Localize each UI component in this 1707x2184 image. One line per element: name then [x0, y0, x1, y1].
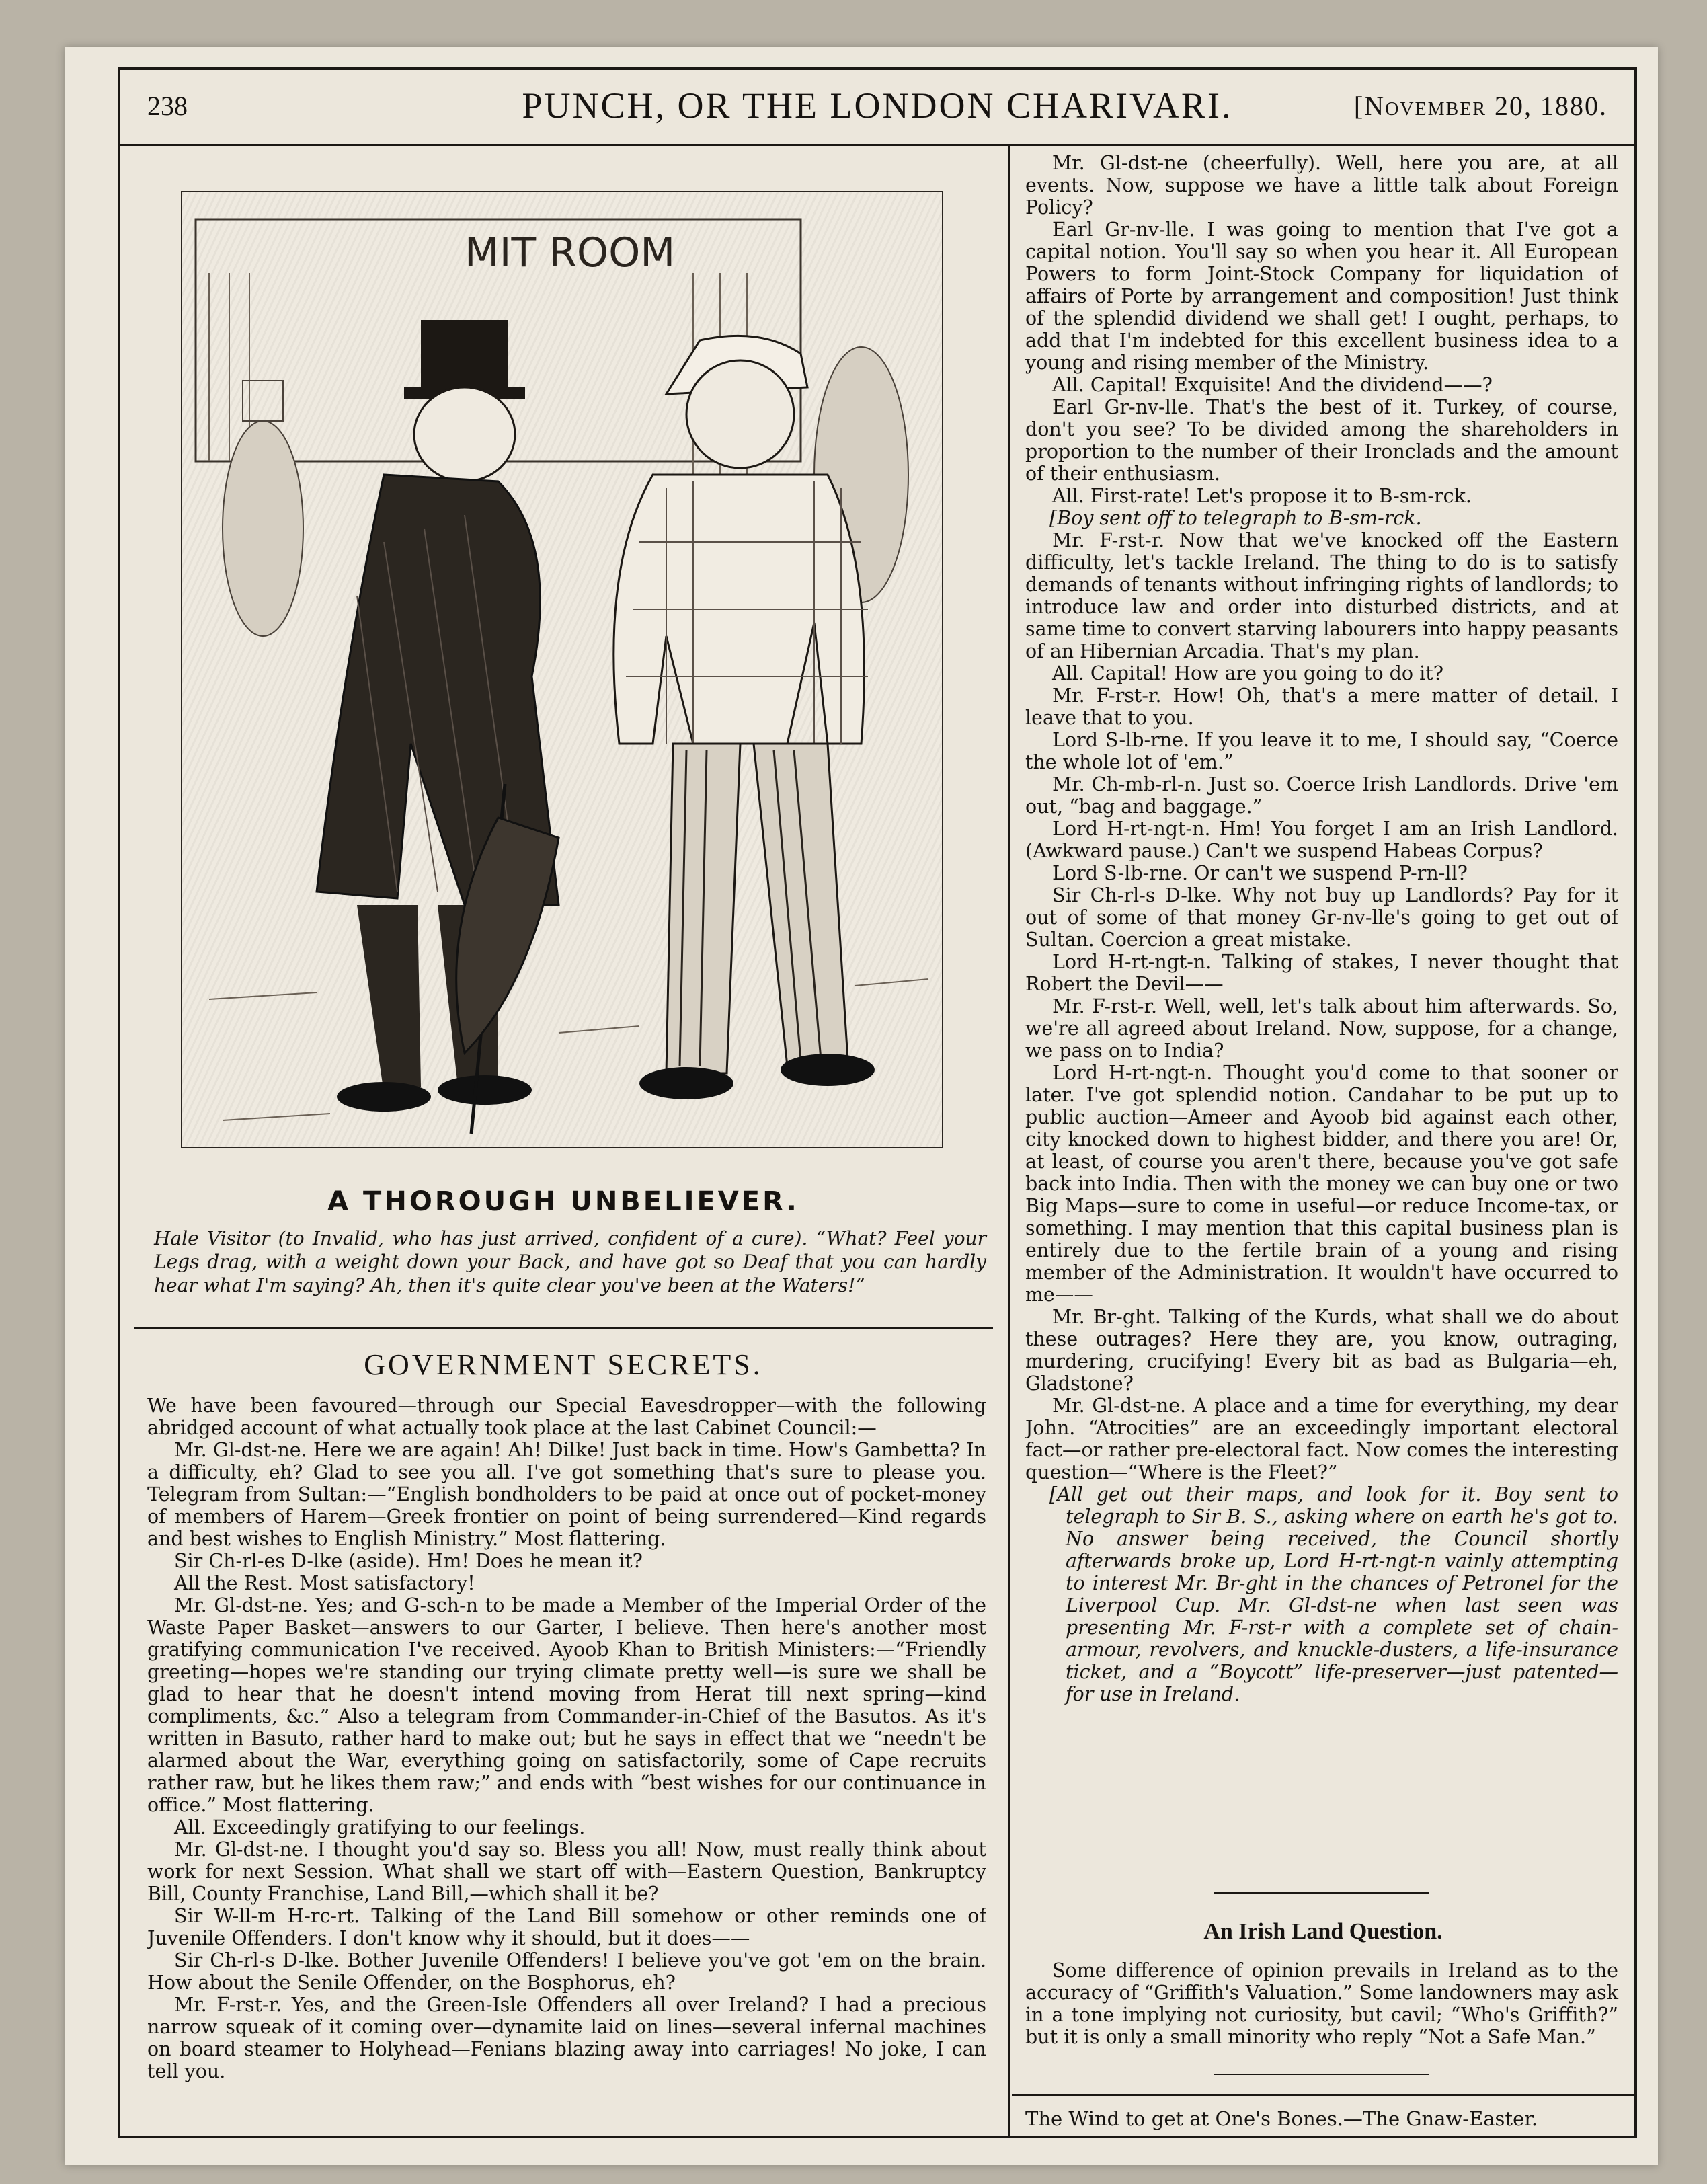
room-sign: MIT ROOM — [465, 229, 676, 276]
dialogue-paragraph: Mr. Ch-mb-rl-n. Just so. Coerce Irish Landlords. Drive 'em out, “bag and baggage.” — [1025, 773, 1618, 818]
dialogue-paragraph: All. First-rate! Let's propose it to B-sm-rck. — [1052, 485, 1472, 507]
dialogue-paragraph: All. Capital! How are you going to do it? — [1052, 662, 1443, 685]
invalid-figure — [317, 320, 559, 1112]
article-continuation — [1025, 152, 1618, 1846]
dialogue-paragraph: Mr. Br-ght. Talking of the Kurds, what shall we do about these outrages? Here they are, you know, outraging, murdering, crucifying! Every bit as bad as Bulgaria—eh, Gladstone? — [1025, 1306, 1618, 1395]
article-paragraph: All. Exceedingly gratifying to our feelings. — [174, 1816, 586, 1838]
article-body — [147, 1395, 986, 2128]
short-rule — [1214, 2074, 1429, 2075]
cartoon-title: A THOROUGH UNBELIEVER. — [327, 1186, 799, 1217]
cartoon-caption: Hale Visitor (to Invalid, who has just arrived, confident of a cure). “What? Feel your Legs drag, with a weight down your Back, and have got so Deaf that you can hardly hear what I'm saying? Ah, then it's quite clear you've been at the Waters!” — [154, 1227, 986, 1296]
irish-title: An Irish Land Question. — [1203, 1919, 1443, 1944]
dialogue-paragraph: Mr. F-rst-r. Now that we've knocked off the Eastern difficulty, let's tackle Ireland. The thing to do is to satisfy demands of tenants without infringing rights of landlords; to introduce law and order into disturbed districts, and at same time to convert starving labourers into happy peasants of an Hibernian Arcadia. That's my plan. — [1025, 529, 1618, 662]
footer-joke: The Wind to get at One's Bones.—The Gnaw-Easter. — [1025, 2107, 1538, 2130]
dialogue-paragraph: Lord H-rt-ngt-n. Talking of stakes, I never thought that Robert the Devil—— — [1025, 951, 1618, 995]
irish-paragraph: Some difference of opinion prevails in Ireland as to the accuracy of “Griffith's Valuation.” Some landowners may ask in a tone implying not curiosity, but cavil; “Who's Griffith?” but it is only a small minority who reply “Not a Safe Man.” — [1025, 1959, 1618, 2048]
article-paragraph: Mr. Gl-dst-ne. I thought you'd say so. Bless you all! Now, must really think about work for next Session. What shall we start off with—Eastern Question, Bankruptcy Bill, County Franchise, Land Bill,—which shall it be? — [147, 1838, 986, 1905]
dialogue-paragraph: Lord H-rt-ngt-n. Hm! You forget I am an Irish Landlord. (Awkward pause.) Can't we suspend Habeas Corpus? — [1025, 818, 1618, 862]
publication-title: PUNCH, OR THE LONDON CHARIVARI. — [522, 85, 1233, 126]
page-number: 238 — [147, 91, 188, 121]
article-paragraph: We have been favoured—through our Special Eavesdropper—with the following abridged account of what actually took place at the last Cabinet Council:— — [147, 1395, 986, 1439]
irish-text — [1025, 1959, 1618, 2048]
issue-date: [November 20, 1880. — [1353, 91, 1607, 121]
stage-direction: [All get out their maps, and look for it. Boy sent to telegraph to Sir B. S., asking where on earth he's got to. No answer being received, the Council shortly afterwards broke up, Lord H-rt-ngt-n vainly attempting to interest Mr. Br-ght in the chances of Petronel for the Liverpool Cup. Mr. Gl-dst-ne when last seen was presenting Mr. F-rst-r with a complete set of chain-armour, revolvers, and knuckle-dusters, a life-insurance ticket, and a “Boycott” life-preserver—just patented—for use in Ireland. — [1049, 1483, 1618, 1705]
article-paragraph: Mr. Gl-dst-ne. Here we are again! Ah! Dilke! Just back in time. How's Gambetta? In a difficulty, eh? Glad to see you all. I've got something that's sure to please you. Telegram from Sultan:—“English bondholders to be paid at once out of pocket-money of members of Harem—Greek frontier on point of being surrendered—Kind regards and best wishes to English Ministry.” Most flattering. — [147, 1439, 986, 1550]
dialogue-paragraph: Lord S-lb-rne. If you leave it to me, I should say, “Coerce the whole lot of 'em.” — [1025, 729, 1618, 773]
article-paragraph: Mr. F-rst-r. Yes, and the Green-Isle Offenders all over Ireland? I had a precious narrow squeak of it coming over—dynamite laid on lines—several infernal machines on board steamer to Holyhead—Fenians blazing away into carriages! No joke, I can tell you. — [147, 1994, 986, 2082]
section-rule — [134, 1327, 993, 1329]
article-paragraph: Sir W-ll-m H-rc-rt. Talking of the Land Bill somehow or other reminds one of Juvenile Offenders. I don't know why it should, but it does—— — [147, 1905, 986, 1949]
article-paragraph: Sir Ch-rl-s D-lke. Bother Juvenile Offenders! I believe you've got 'em on the brain. How about the Senile Offender, on the Bosphorus, eh? — [147, 1949, 986, 1994]
right-column — [1012, 144, 1634, 2138]
dialogue-paragraph: Mr. Gl-dst-ne. A place and a time for everything, my dear John. “Atrocities” are an exceedingly important electoral fact—or rather pre-electoral fact. Now comes the interesting question—“Where is the Fleet?” — [1025, 1395, 1618, 1483]
dialogue-paragraph: Mr. F-rst-r. Well, well, let's talk about him afterwards. So, we're all agreed about Ireland. Now, suppose, for a change, we pass on to India? — [1025, 995, 1618, 1062]
dialogue-paragraph: Earl Gr-nv-lle. I was going to mention that I've got a capital notion. You'll say so when you hear it. All European Powers to form Joint-Stock Company for liquidation of affairs of Porte by arrangement and composition! Just think of the splendid dividend we shall get! I ought, perhaps, to add that I'm indebted for this excellent business idea to a young and rising member of the Ministry. — [1025, 219, 1618, 374]
column-divider — [1008, 144, 1010, 2138]
dialogue-paragraph: Sir Ch-rl-s D-lke. Why not buy up Landlords? Pay for it out of some of that money Gr-nv-lle's going to get out of Sultan. Coercion a great mistake. — [1025, 884, 1618, 951]
left-column — [120, 144, 1006, 2138]
cartoon-illustration — [181, 191, 943, 1148]
dialogue-paragraph: Mr. F-rst-r. How! Oh, that's a mere matter of detail. I leave that to you. — [1025, 685, 1618, 729]
dialogue-paragraph: All. Capital! Exquisite! And the dividend——? — [1052, 374, 1493, 396]
page-frame — [118, 67, 1637, 2138]
dialogue-paragraph: Lord H-rt-ngt-n. Thought you'd come to that sooner or later. I've got splendid notion. Candahar to be put up to public auction—Ameer and Ayoob bid against each other, city knocked down to highest bidder, and there you are! Or, at least, of course you aren't there, because you've got safe back into India. Then with the money we can buy one or two Big Maps—sure to come in useful—or reduce Income-tax, or something. I may mention that this capital business plan is entirely due to the fertile brain of a young and rising member of the Administration. It wouldn't have occurred to me—— — [1025, 1062, 1618, 1306]
article-title: GOVERNMENT SECRETS. — [364, 1348, 763, 1381]
dialogue-paragraph: Lord S-lb-rne. Or can't we suspend P-rn-ll? — [1052, 862, 1468, 884]
footer-rule — [1012, 2094, 1634, 2096]
short-rule — [1214, 1892, 1429, 1894]
stage-direction: [Boy sent off to telegraph to B-sm-rck. — [1049, 507, 1422, 529]
article-paragraph: Mr. Gl-dst-ne. Yes; and G-sch-n to be made a Member of the Imperial Order of the Waste Paper Basket—answers to our Garter, I believe. Then here's another most gratifying communication I've received. Ayoob Khan to British Ministers:—“Friendly greeting—hopes we're standing our trying climate pretty well—is sure we shall be glad to hear that he doesn't intend moving from Herat till next spring—kind compliments, &c.” Also a telegram from Commander-in-Chief of the Basutos. As it's written in Basuto, rather hard to make out; but he says in effect that we “needn't be alarmed about the War, everything going on satisfactorily, some of Cape recruits rather raw, but he likes them raw;” and ends with “best wishes for our continuance in office.” Most flattering. — [147, 1594, 986, 1816]
page-header — [120, 70, 1634, 146]
dialogue-paragraph: Earl Gr-nv-lle. That's the best of it. Turkey, of course, don't you see? To be divided among the shareholders in proportion to the number of their Ironclads and the amount of their enthusiasm. — [1025, 396, 1618, 485]
dialogue-paragraph: Mr. Gl-dst-ne (cheerfully). Well, here you are, at all events. Now, suppose we have a little talk about Foreign Policy? — [1025, 152, 1618, 219]
article-paragraph: All the Rest. Most satisfactory! — [174, 1572, 475, 1594]
cartoon-drawing — [182, 192, 942, 1147]
article-paragraph: Sir Ch-rl-es D-lke (aside). Hm! Does he mean it? — [174, 1550, 643, 1572]
